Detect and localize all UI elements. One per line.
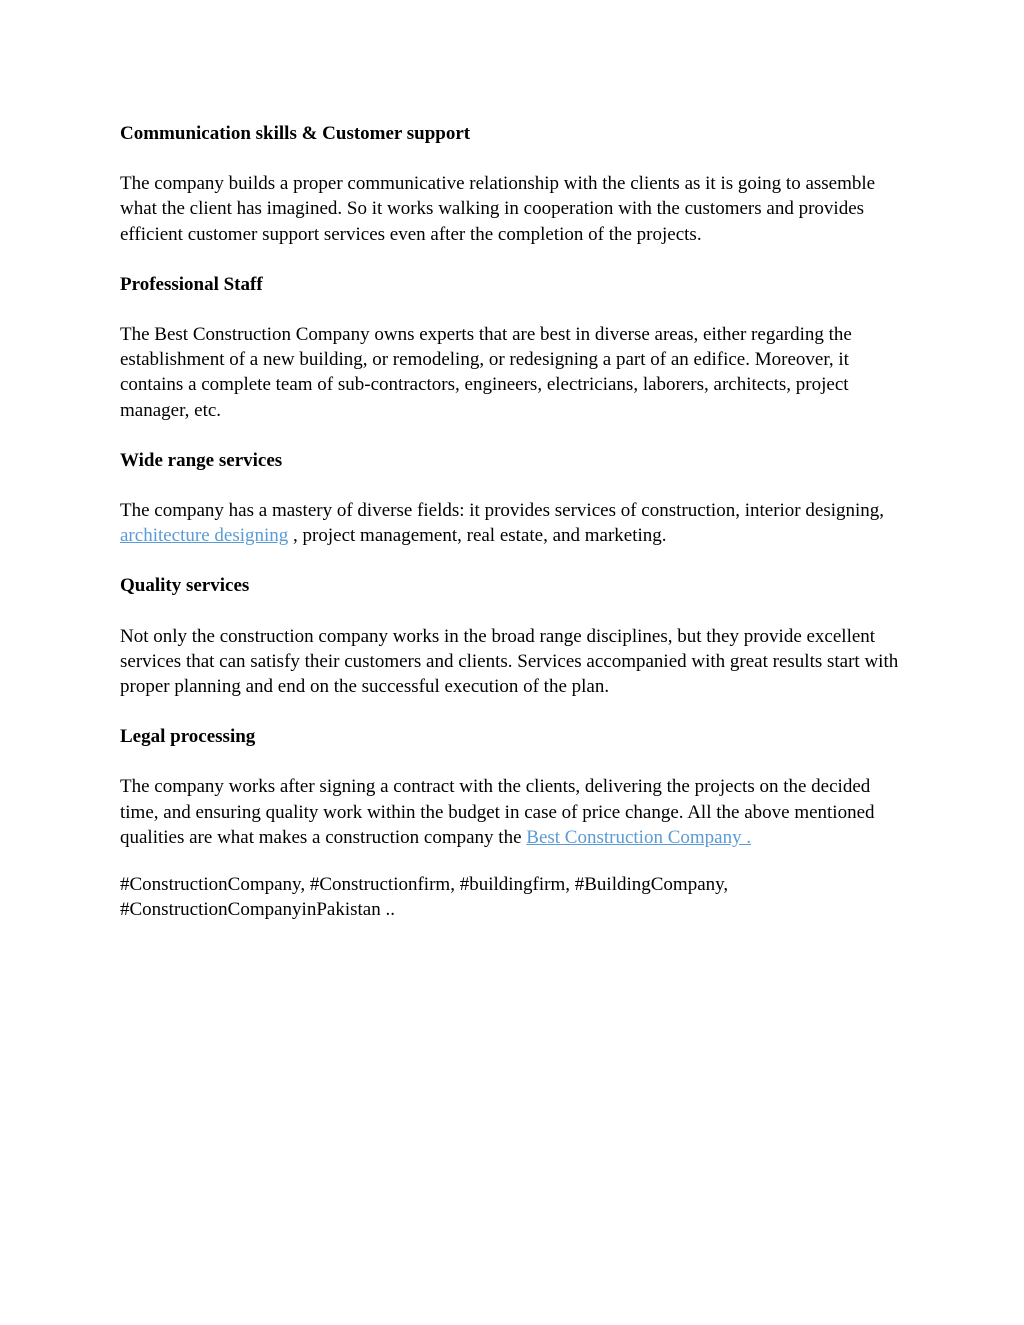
section-heading-wide-range: Wide range services bbox=[120, 449, 283, 471]
wide-range-text-after-link: , project management, real estate, and marketing. bbox=[288, 525, 667, 547]
section-body-quality: Not only the construction company works in the broad range disciplines, but they provide excellent services that can satisfy their customers and clients. Services accompanied with great results start with proper planning and end on the successful execution of the plan. bbox=[120, 625, 899, 698]
section-heading-professional-staff: Professional Staff bbox=[120, 273, 263, 295]
architecture-designing-link[interactable]: architecture designing bbox=[120, 525, 289, 547]
wide-range-text-before-link: The company has a mastery of diverse fields: it provides services of construction, interior designing, bbox=[120, 500, 885, 522]
section-heading-quality: Quality services bbox=[120, 575, 250, 597]
section-heading-legal: Legal processing bbox=[120, 726, 256, 748]
section-body-legal bbox=[120, 774, 910, 850]
best-construction-company-link[interactable]: Best Construction Company . bbox=[526, 826, 752, 848]
section-heading-communication: Communication skills & Customer support bbox=[120, 123, 471, 144]
legal-text-before-link: The company works after signing a contract with the clients, delivering the projects on the decided time, and ensuring quality work within the budget in case of price change. All the above mentioned qualities are what makes a construction company the bbox=[120, 776, 875, 848]
section-body-wide-range bbox=[120, 498, 910, 548]
section-body-professional-staff: The Best Construction Company owns experts that are best in diverse areas, either regarding the establishment of a new building, or remodeling, or redesigning a part of an edifice. Moreover, it contains a complete team of sub-contractors, engineers, electricians, laborers, architects, project manager, etc. bbox=[120, 324, 852, 421]
document-page bbox=[120, 121, 910, 922]
hashtags-line: #ConstructionCompany, #Constructionfirm, #buildingfirm, #BuildingCompany, #ConstructionCompanyinPakistan .. bbox=[120, 874, 729, 921]
section-body-communication: The company builds a proper communicative relationship with the clients as it is going to assemble what the client has imagined. So it works walking in cooperation with the customers and provides efficient customer support services even after the completion of the projects. bbox=[120, 173, 876, 245]
